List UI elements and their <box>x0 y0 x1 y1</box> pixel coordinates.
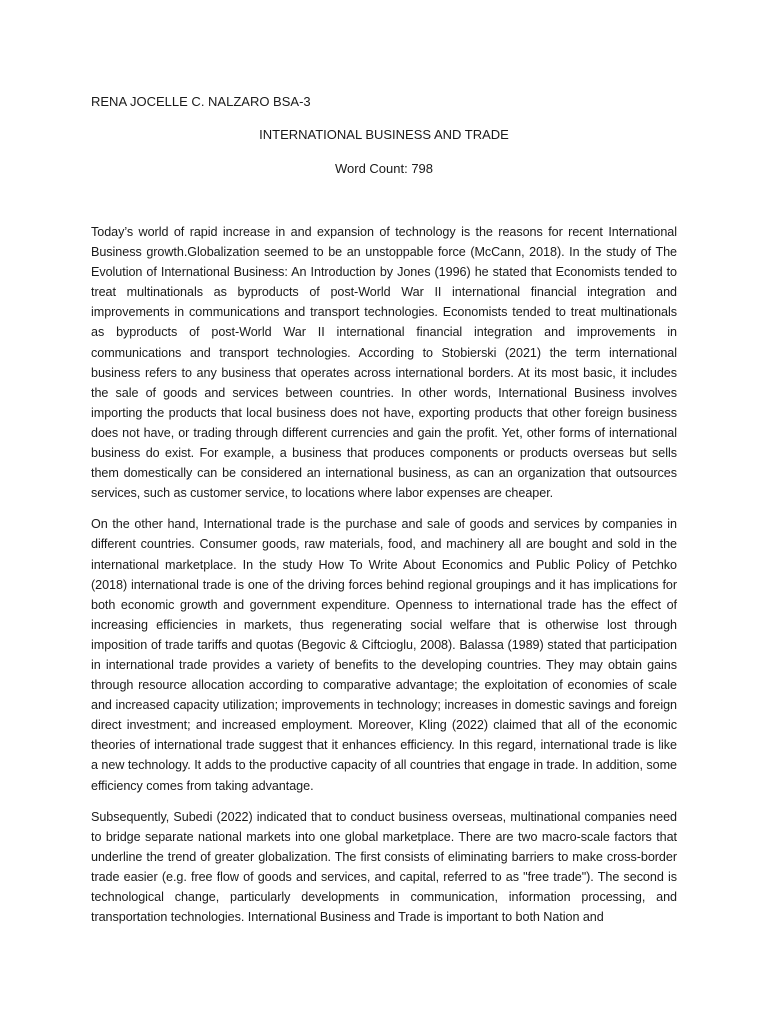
author-line: RENA JOCELLE C. NALZARO BSA-3 <box>91 94 311 109</box>
document-title: INTERNATIONAL BUSINESS AND TRADE <box>259 127 509 142</box>
paragraph-3: Subsequently, Subedi (2022) indicated that to conduct business overseas, multinational companies need to bridge separate national markets into one global marketplace. There are two macro-scale factors that underline the trend of greater globalization. The first consists of eliminating barriers to make cross-border trade easier (e.g. free flow of goods and services, and capital, referred to as "free trade"). The second is technological change, particularly developments in communication, information processing, and transportation technologies. International Business and Trade is important to both Nation and <box>91 809 677 925</box>
paragraph-1: Today’s world of rapid increase in and expansion of technology is the reasons for recent International Business growth.Globalization seemed to be an unstoppable force (McCann, 2018). In the study of The Evolution of International Business: An Introduction by Jones (1996) he stated that Economists tended to treat multinationals as byproducts of post-World War II international financial integration and improvements in communications and transport technologies. Economists tended to treat multinationals as byproducts of post-World War II international financial integration and improvements in communications and transport technologies. According to Stobierski (2021) the term international business refers to any business that operates across international borders. At its most basic, it includes the sale of goods and services between countries. In other words, International Business involves importing the products that local business does not have, exporting products that other foreign business does not have, or trading through different currencies and gain the profit. Yet, other forms of international business do exist. For example, a business that produces components or products overseas but sells them domestically can be considered an international business, as can an organization that outsources services, such as customer service, to locations where labor expenses are cheaper. <box>91 225 677 501</box>
word-count: Word Count: 798 <box>334 161 434 176</box>
document-body <box>91 222 677 938</box>
paragraph-2: On the other hand, International trade is the purchase and sale of goods and services by companies in different countries. Consumer goods, raw materials, food, and machinery all are bought and sold in the international marketplace. In the study How To Write About Economics and Public Policy of Petchko (2018) international trade is one of the driving forces behind regional groupings and it has implications for both economic growth and government expenditure. Openness to international trade has the effect of increasing efficiencies in markets, thus regenerating social welfare that is otherwise lost through imposition of trade tariffs and quotas (Begovic & Ciftcioglu, 2008). Balassa (1989) stated that participation in international trade provides a variety of benefits to the developing countries. They may obtain gains through resource allocation according to comparative advantage; the exploitation of economies of scale and increased capacity utilization; improvements in technology; increases in domestic savings and foreign direct investment; and increased employment. Moreover, Kling (2022) claimed that all of the economic theories of international trade suggest that it enhances efficiency. In this regard, international trade is like a new technology. It adds to the productive capacity of all countries that engage in trade. In addition, some efficiency comes from taking advantage. <box>91 517 677 793</box>
